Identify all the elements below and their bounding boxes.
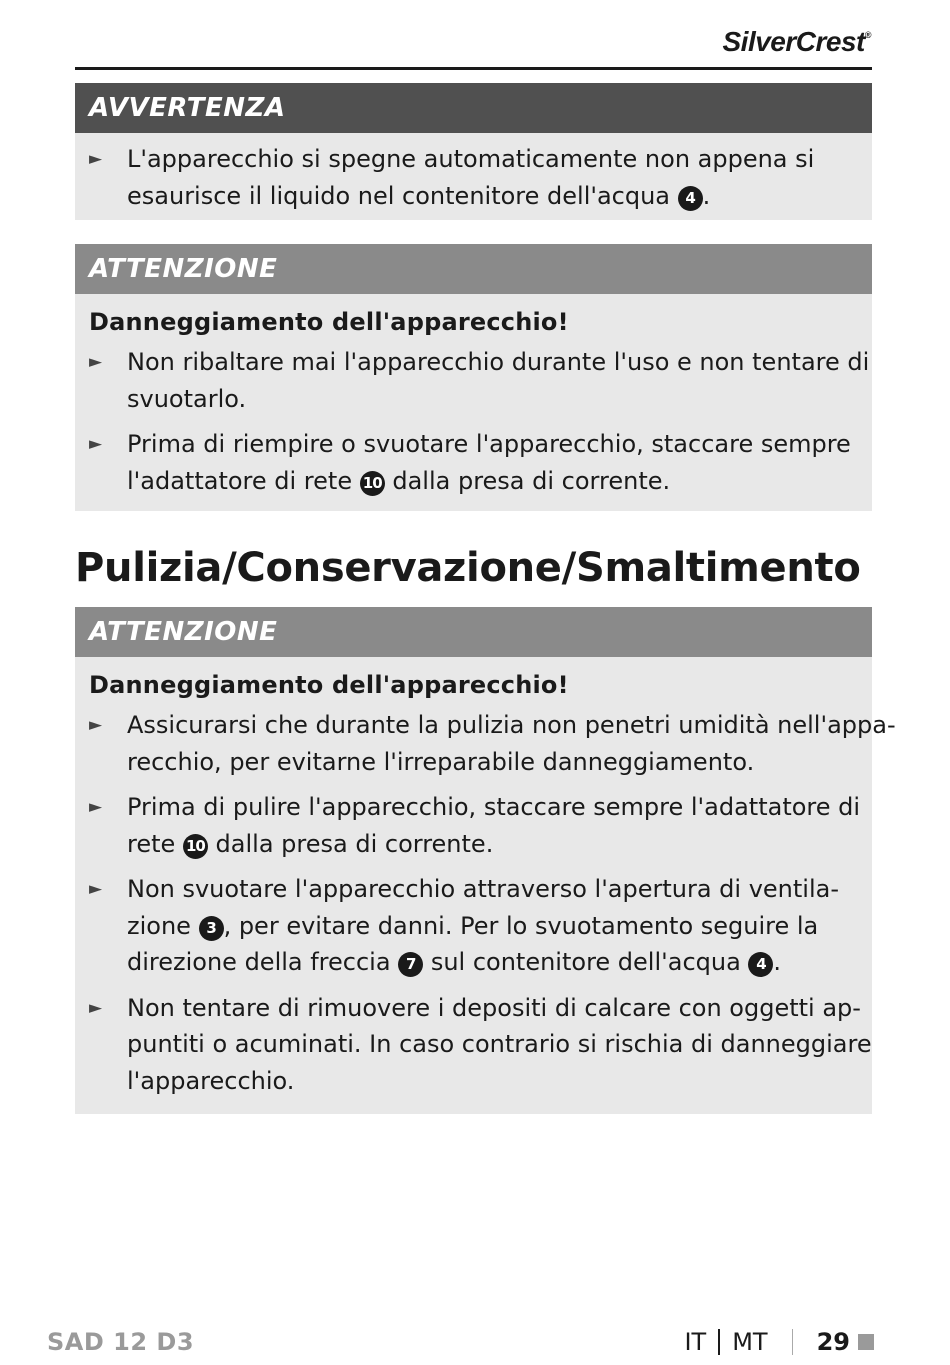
list-item: ► Non ribaltare mai l'apparecchio durante l'uso e non tentare di svuotarlo.: [89, 344, 848, 417]
page-number: 29: [816, 1328, 850, 1356]
list-item: ► Assicurarsi che durante la pulizia non penetri umidità nell'appa- recchio, per evitarne l'irreparabile danneggiamento.: [89, 707, 848, 780]
ref-number-icon: 4: [678, 186, 703, 211]
bullet-arrow-icon: ►: [89, 879, 103, 899]
caution-title: ATTENZIONE: [75, 607, 872, 657]
header-rule: [75, 67, 872, 70]
language-it: IT: [684, 1328, 707, 1356]
registered-mark: ®: [864, 30, 871, 40]
caution-subtitle: Danneggiamento dell'apparecchio!: [89, 308, 569, 336]
list-item: ► L'apparecchio si spegne automaticamente non appena si esaurisce il liquido nel contenitore dell'acqua 4 .: [89, 141, 848, 214]
bullet-arrow-icon: ►: [89, 352, 103, 372]
bullet-arrow-icon: ►: [89, 434, 103, 454]
ref-number-icon: 3: [199, 916, 224, 941]
caution-title: ATTENZIONE: [75, 244, 872, 294]
page-marker-icon: [858, 1334, 874, 1350]
section-title: Pulizia/Conservazione/Smaltimento: [75, 545, 861, 591]
language-mt: MT: [732, 1328, 768, 1356]
list-item: ► Non svuotare l'apparecchio attraverso l'apertura di ventila- zione 3 , per evitare danni. Per lo svuotamento seguire la direzione della freccia 7 sul contenitore dell'acqua 4 .: [89, 871, 848, 981]
ref-number-icon: 10: [360, 471, 385, 496]
page-footer: [684, 1328, 874, 1356]
ref-number-icon: 7: [398, 952, 423, 977]
list-item: ► Prima di riempire o svuotare l'apparecchio, staccare sempre l'adattatore di rete 10 dalla presa di corrente.: [89, 426, 848, 499]
warning-box: [75, 83, 872, 220]
divider: [792, 1329, 793, 1355]
brand-name: SilverCrest: [722, 26, 865, 57]
ref-number-icon: 10: [183, 834, 208, 859]
brand-logo: [722, 26, 871, 58]
ref-number-icon: 4: [748, 952, 773, 977]
caution-box: [75, 244, 872, 511]
divider: [718, 1329, 720, 1355]
caution-box-2: [75, 607, 896, 1114]
bullet-arrow-icon: ►: [89, 997, 103, 1018]
bullet-arrow-icon: ►: [89, 149, 103, 169]
list-item: ► Prima di pulire l'apparecchio, staccare sempre l'adattatore di rete 10 dalla presa di corrente.: [89, 789, 848, 862]
model-number: SAD 12 D3: [47, 1328, 195, 1356]
bullet-arrow-icon: ►: [89, 715, 103, 735]
list-item: ► Non tentare di rimuovere i depositi di calcare con oggetti ap- puntiti o acuminati. In caso contrario si rischia di danneggiare l'apparecchio.: [89, 990, 848, 1100]
bullet-arrow-icon: ►: [89, 797, 103, 817]
warning-title: AVVERTENZA: [75, 83, 872, 133]
caution-subtitle: Danneggiamento dell'apparecchio!: [89, 671, 569, 699]
